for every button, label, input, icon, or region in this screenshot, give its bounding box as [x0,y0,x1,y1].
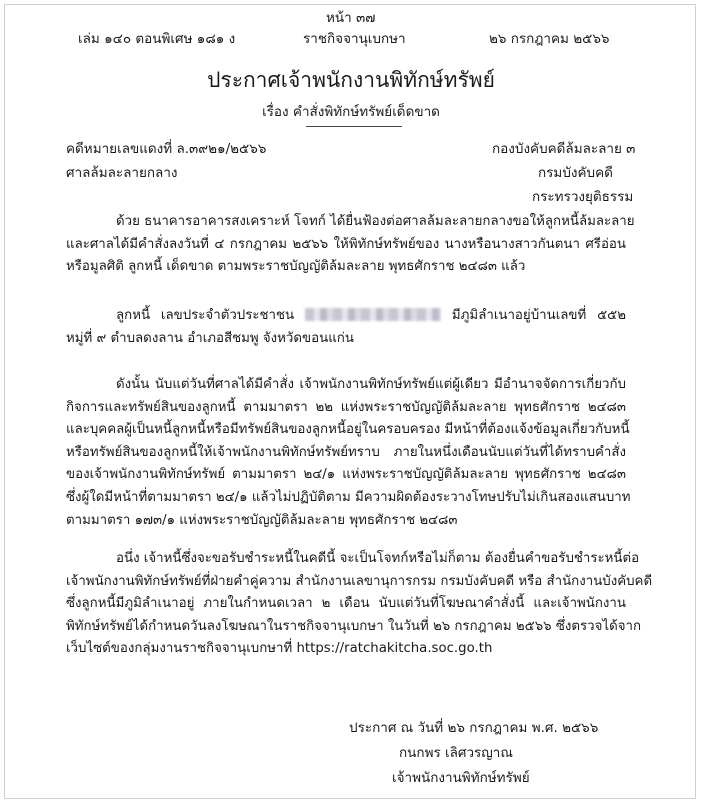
paragraph-debtor [66,305,626,350]
paragraph-line: พิทักษ์ทรัพย์ได้กำหนดวันลงโฆษณาในราชกิจจานุเบกษา ในวันที่ ๒๖ กรกฎาคม ๒๕๖๖ ซึ่งตรวจได้จาก [66,618,642,634]
paragraph-petition [66,211,635,279]
debtor-id-label: ลูกหนี้ เลขประจำตัวประชาชน [116,308,295,323]
paragraph-line: ดังนั้น นับแต่วันที่ศาลได้มีคำสั่ง เจ้าพนักงานพิทักษ์ทรัพย์แต่ผู้เดียว มีอำนาจจัดการเกี่ยวกับ [116,377,626,392]
office-division: กองบังคับคดีล้มละลาย ๓ [492,141,636,157]
paragraph-line: เจ้าพนักงานพิทักษ์ทรัพย์ที่ฝ่ายคำคู่ความ สำนักงานเลขานุการกรม กรมบังคับคดี หรือ สำนักงานบังคับคดี [66,573,653,589]
paragraph-line: ตามมาตรา ๑๗๓/๑ แห่งพระราชบัญญัติล้มละลาย พุทธศักราช ๒๔๘๓ [66,512,458,528]
title-divider [306,126,402,127]
paragraph-line: ด้วย ธนาคารอาคารสงเคราะห์ โจทก์ ได้ยื่นฟ้องต่อศาลล้มละลายกลางขอให้ลูกหนี้ล้มละลาย [116,214,635,229]
gazette-name: ราชกิจจานุเบกษา [303,31,406,47]
office-department: กรมบังคับคดี [538,165,613,181]
debtor-address-label: มีภูมิลำเนาอยู่บ้านเลขที่ ๕๕๒ [451,308,627,323]
announcement-subject: เรื่อง คำสั่งพิทักษ์ทรัพย์เด็ดขาด [262,104,440,120]
volume-info: เล่ม ๑๔๐ ตอนพิเศษ ๑๘๑ ง [78,31,236,47]
paragraph-line: หรือมูลศิติ ลูกหนี้ เด็ดขาด ตามพระราชบัญญัติล้มละลาย พุทธศักราช ๒๔๘๓ แล้ว [66,259,526,275]
paragraph-line: เว็บไซต์ของกลุ่มงานราชกิจจานุเบกษาที่ https://ratchakitcha.soc.go.th [66,641,493,657]
signatory-name: กนกพร เลิศวรญาณ [399,745,513,761]
paragraph-line: ของเจ้าพนักงานพิทักษ์ทรัพย์ ตามมาตรา ๒๔/๑ แห่งพระราชบัญญัติล้มละลาย พุทธศักราช ๒๔๘๓ [66,467,626,483]
paragraph-powers [66,374,631,532]
paragraph-line: หมู่ที่ ๙ ตำบลดงลาน อำเภอสีชมพู จังหวัดขอนแก่น [66,330,354,346]
court-name: ศาลล้มละลายกลาง [66,165,178,181]
paragraph-line: และศาลได้มีคำสั่งลงวันที่ ๔ กรกฎาคม ๒๕๖๖ ให้พิทักษ์ทรัพย์ของ นางหรือนางสาวกันตนา ศรีอ่อน [66,236,626,252]
paragraph-line: ซึ่งลูกหนี้มีภูมิลำเนาอยู่ ภายในกำหนดเวลา ๒ เดือน นับแต่วันที่โฆษณาคำสั่งนี้ และเจ้าพนักงาน [66,596,626,612]
page-number: หน้า ๓๗ [326,10,376,26]
paragraph-line: และบุคคลผู้เป็นหนี้ลูกหนี้หรือมีทรัพย์สินของลูกหนี้อยู่ในครอบครอง มีหน้าที่ต้องแจ้งข้อมูลเกี่ยวกับหนี้ [66,422,630,438]
case-number: คดีหมายเลขแดงที่ ล.๓๙๒๑/๒๕๖๖ [66,141,267,157]
signatory-position: เจ้าพนักงานพิทักษ์ทรัพย์ [392,770,530,786]
header-date: ๒๖ กรกฎาคม ๒๕๖๖ [489,31,610,47]
office-ministry: กระทรวงยุติธรรม [532,189,634,205]
announcement-date: ประกาศ ณ วันที่ ๒๖ กรกฎาคม พ.ศ. ๒๕๖๖ [349,720,599,736]
paragraph-line: ซึ่งผู้ใดมีหน้าที่ตามมาตรา ๒๔/๑ แล้วไม่ปฏิบัติตาม มีความผิดต้องระวางโทษปรับไม่เกินสองแสนบาท [66,489,631,505]
paragraph-line: หรือทรัพย์สินของลูกหนี้ให้เจ้าพนักงานพิทักษ์ทรัพย์ทราบ ภายในหนึ่งเดือนนับแต่วันที่ได้ทราบคำสั่ง [66,444,626,460]
announcement-title: ประกาศเจ้าพนักงานพิทักษ์ทรัพย์ [207,68,495,92]
paragraph-creditors [66,548,653,661]
redacted-id-number [305,308,441,321]
paragraph-line: กิจการและทรัพย์สินของลูกหนี้ ตามมาตรา ๒๒ แห่งพระราชบัญญัติล้มละลาย พุทธศักราช ๒๔๘๓ [66,399,626,415]
paragraph-line: อนึ่ง เจ้าหนี้ซึ่งจะขอรับชำระหนี้ในคดีนี้ จะเป็นโจทก์หรือไม่ก็ตาม ต้องยื่นคำขอรับชำระหนี้ต่อ [116,551,640,566]
debtor-id-line [66,305,626,328]
